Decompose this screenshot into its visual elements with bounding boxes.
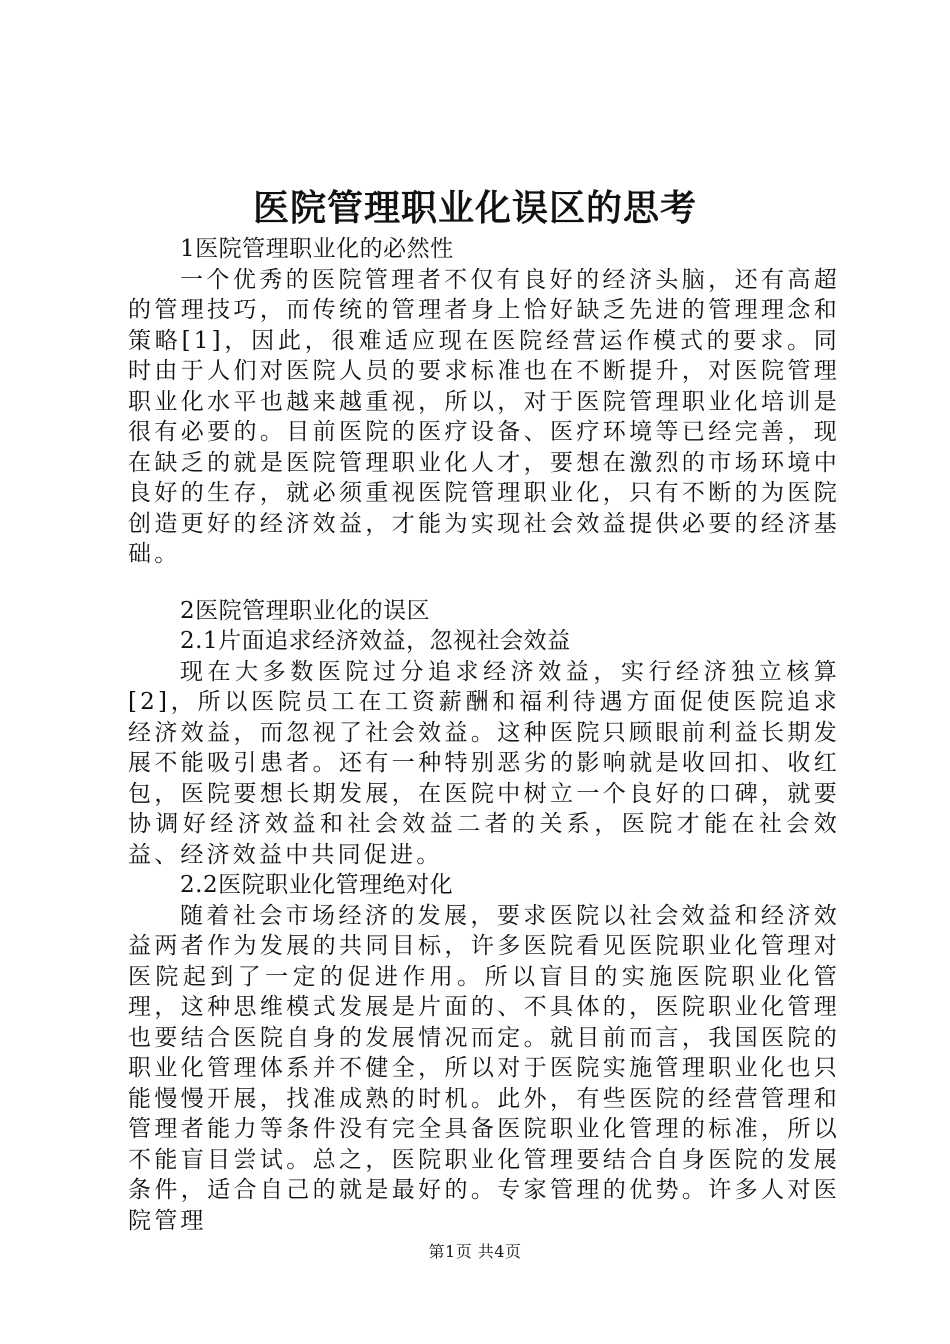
section-2-1-paragraph: 现在大多数医院过分追求经济效益，实行经济独立核算[2]，所以医院员工在工资薪酬和福利待遇方面促使医院追求经济效益，而忽视了社会效益。这种医院只顾眼前利益长期发展不能吸引患者。还有一种特别恶劣的影响就是收回扣、收红包，医院要想长期发展，在医院中树立一个良好的口碑，就要协调好经济效益和社会效益二者的关系，医院才能在社会效益、经济效益中共同促进。: [128, 658, 840, 868]
section-2-2-paragraph: 随着社会市场经济的发展，要求医院以社会效益和经济效益两者作为发展的共同目标，许多医院看见医院职业化管理对医院起到了一定的促进作用。所以盲目的实施医院职业化管理，这种思维模式发展是片面的、不具体的，医院职业化管理也要结合医院自身的发展情况而定。就目前而言，我国医院的职业化管理体系并不健全，所以对于医院实施管理职业化也只能慢慢开展，找准成熟的时机。此外，有些医院的经营管理和管理者能力等条件没有完全具备医院职业化管理的标准，所以不能盲目尝试。总之，医院职业化管理要结合自身医院的发展条件，适合自己的就是最好的。专家管理的优势。许多人对医院管理: [128, 902, 840, 1234]
section-heading-2: 2医院管理职业化的误区: [180, 597, 431, 624]
section-1-paragraph: 一个优秀的医院管理者不仅有良好的经济头脑，还有高超的管理技巧，而传统的管理者身上恰好缺乏先进的管理理念和策略[1]，因此，很难适应现在医院经营运作模式的要求。同时由于人们对医院人员的要求标准也在不断提升，对医院管理职业化水平也越来越重视，所以，对于医院管理职业化培训是很有必要的。目前医院的医疗设备、医疗环境等已经完善，现在缺乏的就是医院管理职业化人才，要想在激烈的市场环境中良好的生存，就必须重视医院管理职业化，只有不断的为医院创造更好的经济效益，才能为实现社会效益提供必要的经济基础。: [128, 266, 840, 567]
section-heading-2-1: 2.1片面追求经济效益，忽视社会效益: [180, 628, 571, 654]
paragraph-gap: [128, 570, 840, 596]
document-title: 医院管理职业化误区的思考: [252, 187, 697, 229]
page-footer: 第1页 共4页: [428, 1242, 522, 1261]
section-heading-1: 1医院管理职业化的必然性: [180, 236, 454, 262]
section-heading-2-2: 2.2医院职业化管理绝对化: [180, 872, 454, 898]
document-body: [128, 234, 840, 1236]
